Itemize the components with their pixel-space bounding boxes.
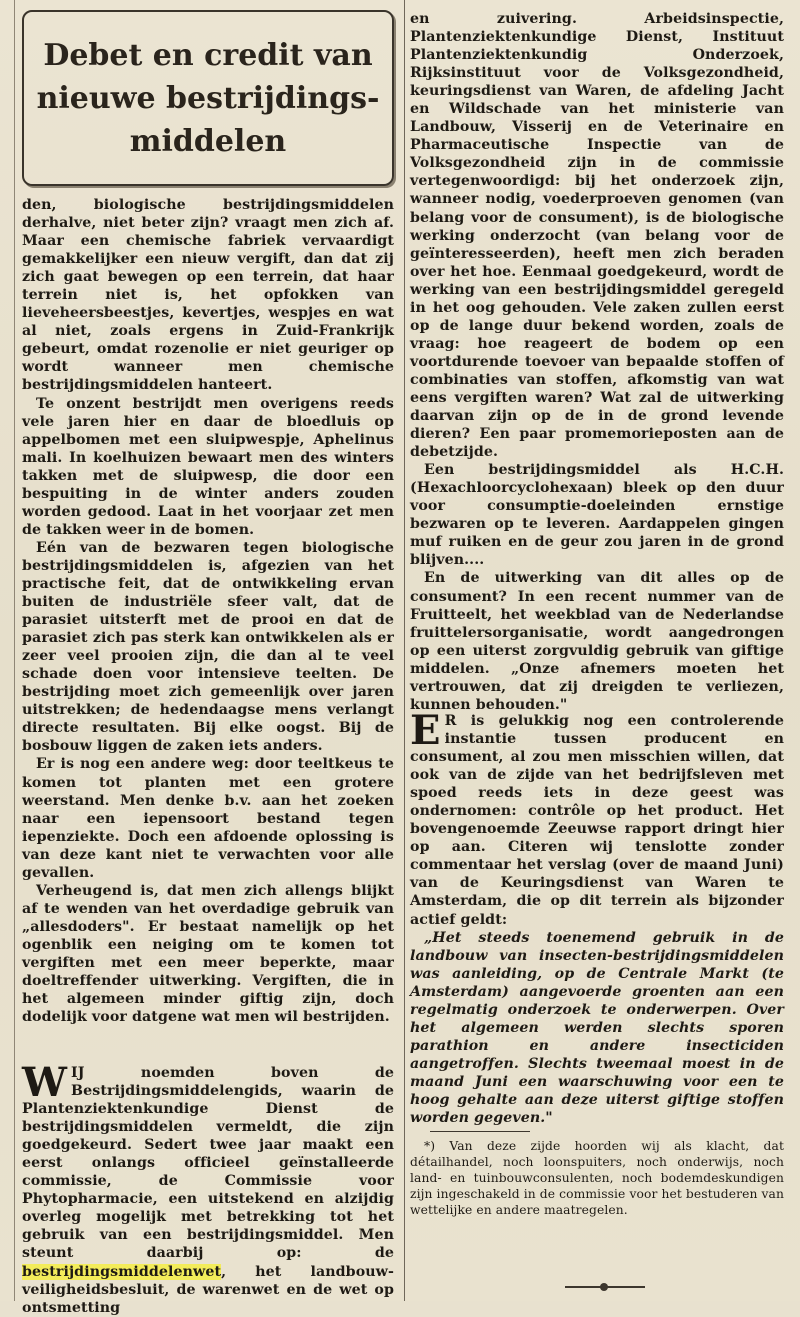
left-margin-rule bbox=[14, 0, 15, 1301]
paragraph: En de uitwerking van dit alles op de consument? In een recent nummer van de Fruitteelt, het weekblad van de Nederlandse fruittelersorganisatie, wordt aangedrongen op een uiterst zorgvuldig gebruik van giftige middelen. „Onze afnemers moeten het vertrouwen, dat zij dreigden te verliezen, kunnen behouden." bbox=[410, 570, 784, 713]
section-text: IJ noemden boven de Bestrijdingsmiddelengids, waarin de Plantenziektenkundige Dienst de bestrijdingsmiddelen vermeldt, die zijn goedgekeurd. Sedert twee jaar maakt een eerst onlangs officieel geïnstalleerde commissie, de Commissie voor Phytopharmacie, een uitstekend en alzijdig overleg mogelijk met betrekking tot het gebruik van een bestrijdingsmiddel. Men steunt daarbij op: de bbox=[22, 1065, 394, 1262]
paragraph: en zuivering. Arbeidsinspectie, Plantenziektenkundige Dienst, Instituut Plantenziektenkundig Onderzoek, Rijksinstituut voor de Volksgezondheid, keuringsdienst van Waren, de afdeling Jacht en Wildschade van het ministerie van Landbouw, Visserij en de Veterinaire en Pharmaceutische Inspectie van de Volksgezondheid zijn in de commissie vertegenwoordigd: bij het onderzoek zijn, wanneer nodig, voederproeven genomen (van belang voor de consument), is de biologische werking onderzocht (van belang voor de geïnteresseerden), heeft men zich beraden over het hoe. Eenmaal goedgekeurd, wordt de werking van een bestrijdingsmiddel geregeld in het oog gehouden. Vele zaken zullen eerst op de lange duur bekend worden, zoals de vraag: hoe reageert de bodem op een voortdurende toevoer van bepaalde stoffen of combinaties van stoffen, afkomstig van wat eens vergiften waren? Wat zal de uitwerking daarvan zijn op de in de grond levende dieren? Een paar promemorieposten aan de debetzijde. bbox=[410, 11, 784, 461]
footnote bbox=[410, 1138, 784, 1218]
paragraph: Verheugend is, dat men zich allengs blijkt af te wenden van het overdadige gebruik van „allesdoders". Er bestaat namelijk op het ogenblik een neiging om te komen tot vergiften met een meer beperkte, maar doeltreffender uitwerking. Vergiften, die in het algemeen minder giftig zijn, doch dodelijk voor datgene wat men wil bestrijden. bbox=[22, 882, 394, 1026]
footnote-text: *) Van deze zijde hoorden wij als klacht, dat détailhandel, noch loonspuiters, noch onderwijs, noch land- en tuinbouwconsulenten, noch bodemdeskundigen zijn ingeschakeld in de commissie voor het bestuderen van wettelijke en andere maatregelen. bbox=[410, 1139, 784, 1218]
right-section-two bbox=[410, 707, 784, 1218]
highlighted-term: bestrijdingsmiddelenwet bbox=[22, 1263, 222, 1280]
paragraph: den, biologische bestrijdingsmiddelen derhalve, niet beter zijn? vraagt men zich af. Maar een chemische fabriek vervaardigt gemakkelijker een nieuw vergift, dan dat zij zich gaat bewegen op een terrein, dat haar terrein niet is, het opfokken van lieveheersbeestjes, kevertjes, wespjes en wat al niet, zoals ergens in Zuid-Frankrijk gebeurt, omdat rozenolie er niet geuriger op wordt wanneer men chemische bestrijdingsmiddelen hanteert. bbox=[22, 197, 394, 394]
section-text: R is gelukkig nog een controlerende instantie tussen producent en consument, al zou men misschien willen, dat ook van de zijde van het bedrijfsleven met spoed reeds iets in deze geest was ondernomen: contrôle op het product. Het bovengenoemde Zeeuwse rapport dringt hier op aan. Citeren wij tenslotte zonder commentaar het verslag (over de maand Juni) van de Keuringsdienst van Waren te Amsterdam, die op dit terrein als bijzonder actief geldt: bbox=[410, 713, 784, 928]
right-column-text bbox=[410, 10, 784, 714]
paragraph: Er is nog een andere weg: door teeltkeus te komen tot planten met een grotere weerstand. Men denke b.v. aan het zoeken naar een iepensoort bestand tegen iepenziekte. Doch een afdoende oplossing is van deze kant niet te verwachten voor alle gevallen. bbox=[22, 756, 394, 881]
quotation: „Het steeds toenemend gebruik in de landbouw van insecten-bestrijdingsmiddelen was aanleiding, op de Centrale Markt (te Amsterdam) aangevoerde groenten aan een regelmatig onderzoek te onderwerpen. Over het algemeen werden slechts sporen parathion en andere insecticiden aangetroffen. Slechts tweemaal moest in de maand Juni een waarschuwing voor een te hoog gehalte aan deze uiterst giftige stoffen worden gegeven." bbox=[410, 929, 784, 1127]
left-column-text bbox=[22, 196, 394, 1026]
drop-cap: W bbox=[22, 1059, 68, 1106]
paragraph: Eén van de bezwaren tegen biologische bestrijdingsmiddelen is, afgezien van het practische feit, dat de ontwikkeling ervan buiten de industriële sfeer valt, dat de parasiet uitsterft met de prooi en dat de parasiet zich pas sterk kan ontwikkelen als er zeer veel prooien zijn, die dan al te veel schade doen voor intensieve teelten. De bestrijding moet zich gemeenlijk over jaren uitstrekken; de hedendaagse mens verlangt directe resultaten. Bij elke oogst. Bij de bosbouw liggen de zaken iets anders. bbox=[22, 539, 394, 755]
headline: Debet en credit van nieuwe bestrijdings-middelen bbox=[36, 37, 380, 159]
end-ornament bbox=[600, 1283, 608, 1291]
headline-box bbox=[22, 10, 394, 186]
paragraph bbox=[22, 1059, 394, 1317]
paragraph bbox=[410, 707, 784, 929]
paragraph: Te onzent bestrijdt men overigens reeds vele jaren hier en daar de bloedluis op appelbomen met een sluipwespje, Aphelinus mali. In koelhuizen bewaart men des winters takken met de sluipwesp, die door een bespuiting in de winter anders zouden worden gedood. Laat in het voorjaar zet men de takken weer in de bomen. bbox=[22, 395, 394, 538]
left-section-two bbox=[22, 1059, 394, 1317]
drop-cap: E bbox=[410, 707, 441, 754]
column-divider bbox=[404, 0, 405, 1301]
paragraph: Een bestrijdingsmiddel als H.C.H. (Hexachloorcyclohexaan) bleek op den duur voor consumptie-doeleinden ernstige bezwaren op te leveren. Aardappelen gingen muf ruiken en de geur zou jaren in de grond blijven.... bbox=[410, 462, 784, 569]
section-text-end: , het landbouw-veiligheidsbesluit, de warenwet en de wet op ontsmetting bbox=[22, 1263, 394, 1316]
footnote-rule bbox=[430, 1131, 530, 1132]
